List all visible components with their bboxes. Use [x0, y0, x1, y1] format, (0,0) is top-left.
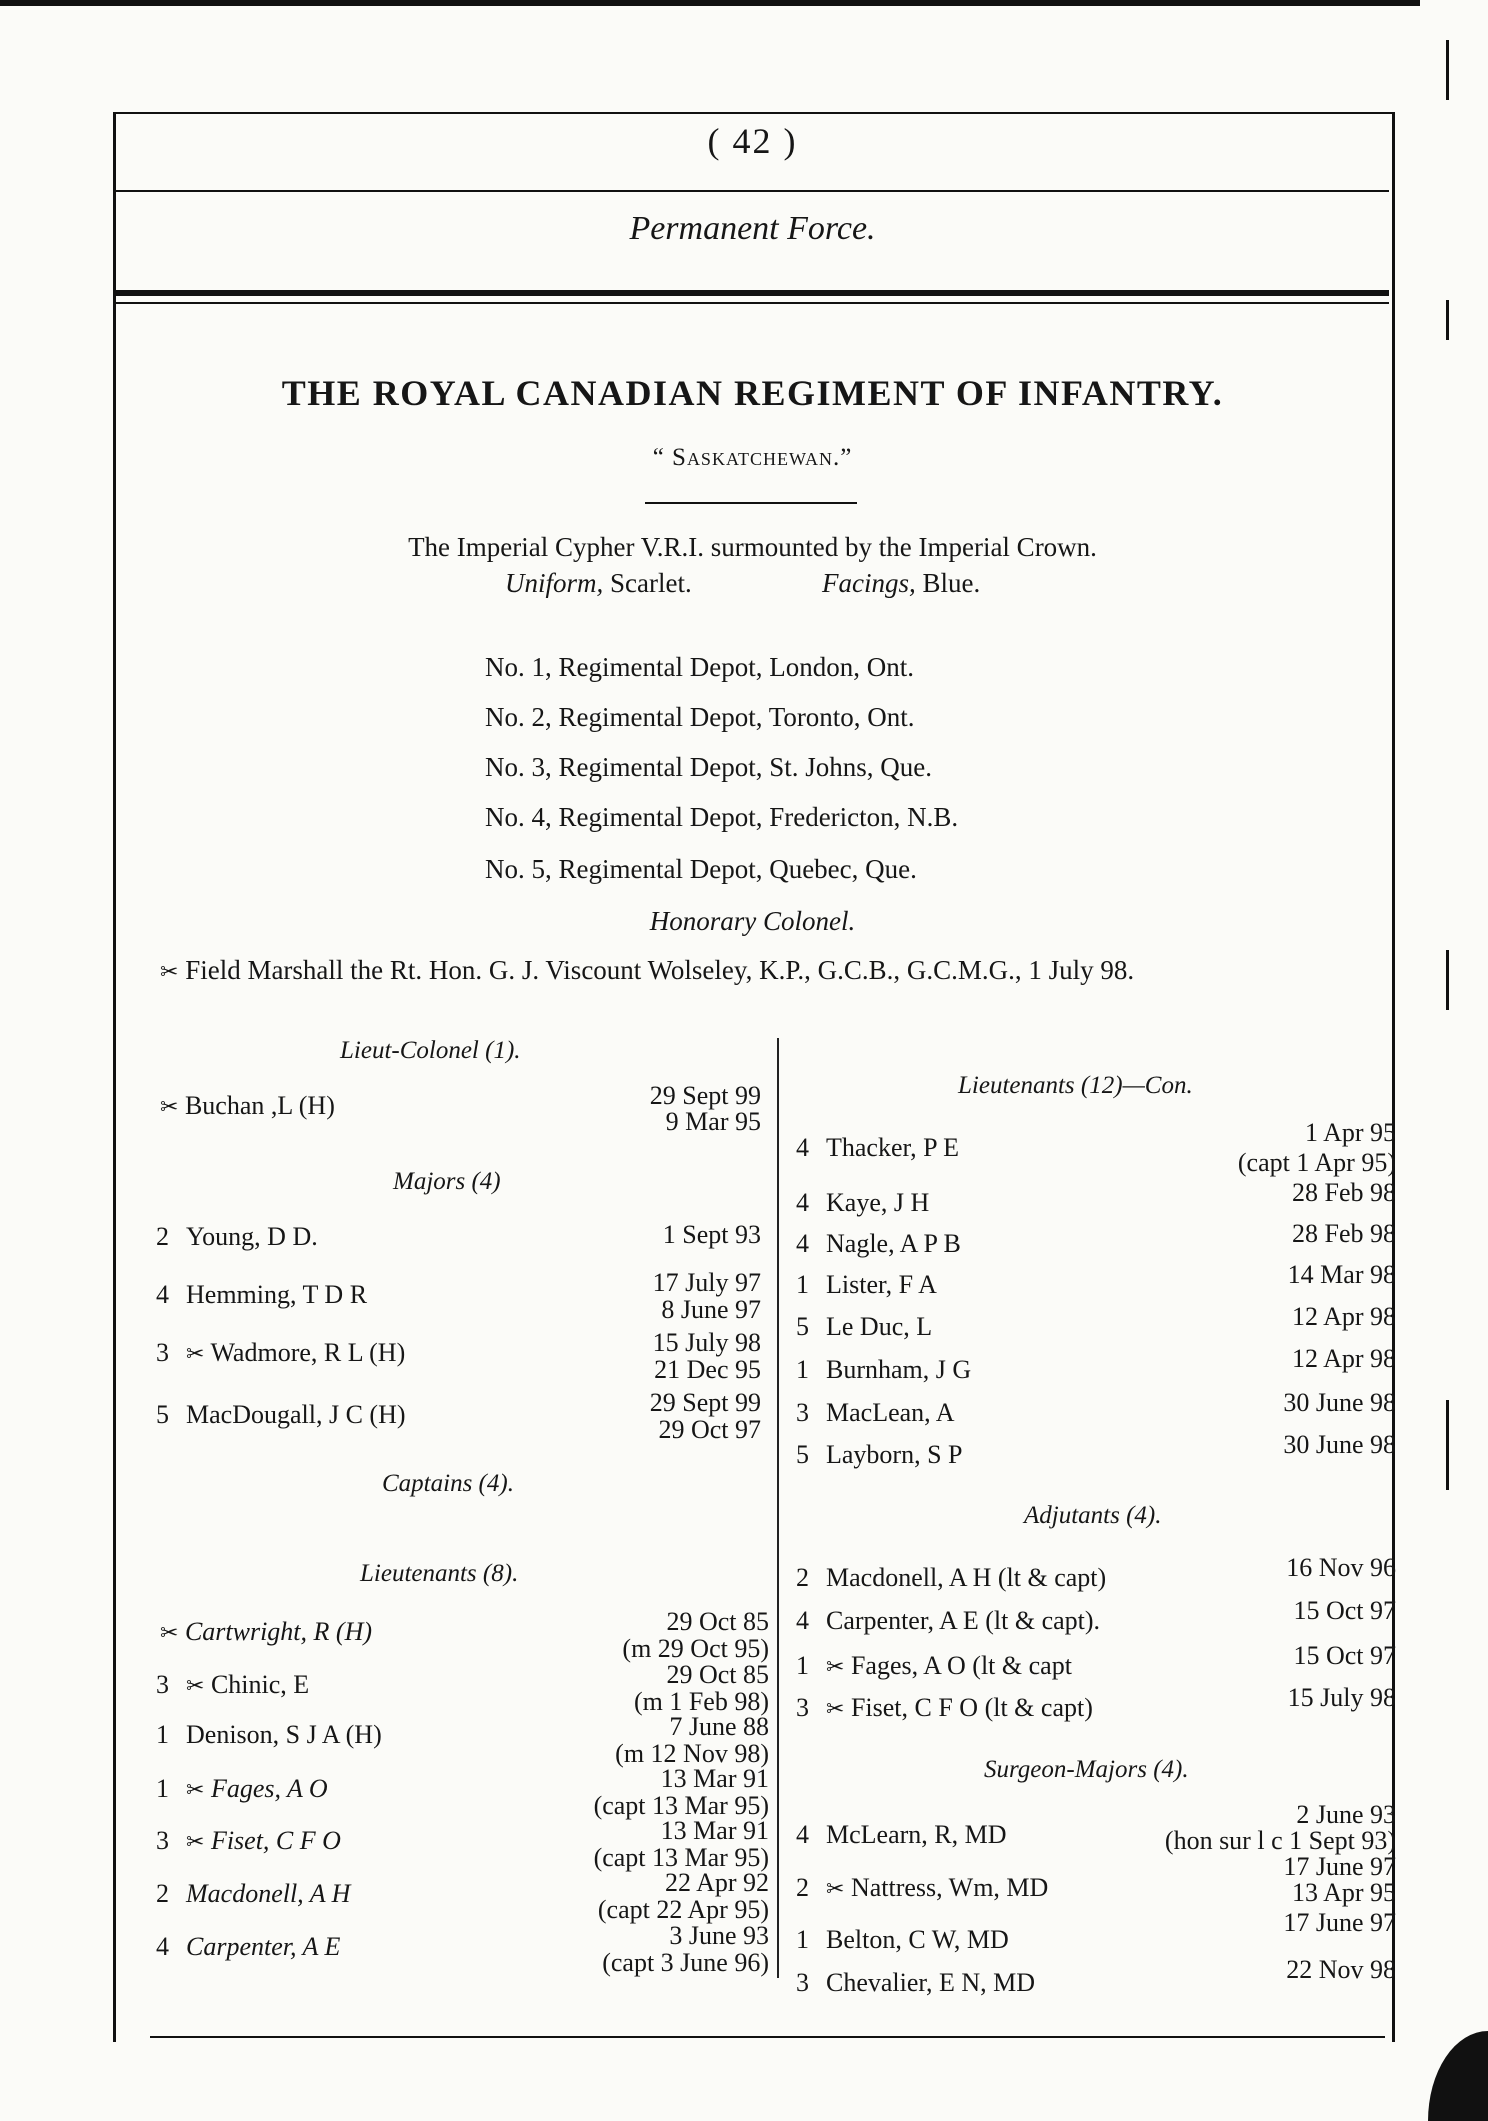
lieutenant-entry: [796, 1440, 963, 1470]
surgeon-major-entry: [796, 1968, 1035, 1998]
margin-mark: [1446, 300, 1449, 340]
scissors-icon: ✂: [826, 1876, 845, 1901]
lieutenant-entry: [796, 1398, 955, 1428]
officer-name: McLearn, R, MD: [826, 1820, 1007, 1849]
scissors-icon: ✂: [160, 1094, 179, 1119]
honorary-colonel-entry: [160, 955, 1134, 986]
officer-date: 1 Sept 93: [662, 1220, 761, 1249]
officer-name: Belton, C W, MD: [826, 1925, 1009, 1954]
lieutenant-entry: [156, 1826, 341, 1856]
lieutenant-entry: [796, 1188, 929, 1218]
section-double-rule: [116, 302, 1389, 304]
officer-name: Fages, A O (lt & capt: [850, 1651, 1072, 1680]
entry-number: 4: [796, 1133, 809, 1162]
officer-date: 30 June 98: [1283, 1388, 1396, 1417]
facings-line: [822, 568, 980, 599]
major-entry: [156, 1338, 405, 1368]
entry-number: 5: [156, 1400, 169, 1429]
page-corner-shadow: [1428, 2031, 1488, 2121]
lieutenant-entry: [156, 1879, 350, 1909]
margin-mark: [1446, 950, 1449, 1010]
header-rule: [116, 190, 1389, 192]
officer-date-secondary: 9 Mar 95: [665, 1107, 761, 1136]
uniform-line: [505, 568, 692, 599]
lieut-colonel-heading: Lieut-Colonel (1).: [340, 1037, 521, 1064]
officer-date: 28 Feb 98: [1292, 1178, 1396, 1207]
officer-name: Kaye, J H: [826, 1188, 930, 1217]
officer-date: 15 July 98: [1287, 1683, 1396, 1712]
officer-date: 28 Feb 98: [1292, 1219, 1396, 1248]
officer-date: 15 July 98: [652, 1328, 761, 1357]
officer-date: 3 June 93: [669, 1921, 769, 1950]
officer-date-secondary: (capt 3 June 96): [602, 1948, 769, 1977]
officer-name: Nagle, A P B: [826, 1229, 961, 1258]
section-title: Permanent Force.: [629, 210, 876, 247]
officer-name: Macdonell, A H: [186, 1879, 351, 1908]
entry-number: 1: [156, 1774, 169, 1803]
officer-name: Carpenter, A E: [186, 1932, 341, 1961]
entry-number: 4: [796, 1820, 809, 1849]
scissors-icon: ✂: [186, 1829, 205, 1854]
surgeon-majors-heading: Surgeon-Majors (4).: [984, 1756, 1189, 1783]
officer-date-secondary: (capt 1 Apr 95): [1237, 1148, 1396, 1177]
officer-name: Thacker, P E: [826, 1133, 959, 1162]
entry-number: 5: [796, 1312, 809, 1341]
officer-date: 17 June 97: [1283, 1908, 1396, 1937]
officer-date: 16 Nov 96: [1286, 1553, 1396, 1582]
surgeon-major-entry: [796, 1820, 1007, 1850]
facings-value: Blue.: [922, 568, 981, 598]
entry-number: 3: [796, 1693, 809, 1722]
officer-date-secondary: (m 29 Oct 95): [622, 1634, 769, 1663]
officer-date: 17 July 97: [652, 1268, 761, 1297]
adjutant-entry: [796, 1563, 1106, 1593]
page-number: ( 42 ): [707, 121, 798, 161]
depot-line: No. 4, Regimental Depot, Fredericton, N.B.: [485, 802, 959, 832]
surgeon-major-entry: [796, 1873, 1048, 1903]
margin-mark: [1446, 40, 1449, 100]
officer-name: Chinic, E: [210, 1670, 310, 1699]
officer-date: 29 Oct 85: [666, 1607, 769, 1636]
surgeon-major-entry: [796, 1925, 1009, 1955]
officer-name: Fages, A O: [210, 1774, 328, 1803]
section-double-rule: [116, 290, 1389, 296]
officer-name: Chevalier, E N, MD: [826, 1968, 1036, 1997]
majors-heading: Majors (4): [393, 1168, 501, 1195]
officer-name: Fiset, C F O: [210, 1826, 341, 1855]
officer-name: Denison, S J A (H): [186, 1720, 382, 1749]
entry-number: 4: [796, 1606, 809, 1635]
entry-number: 3: [156, 1338, 169, 1367]
lieutenant-entry: [160, 1617, 372, 1647]
captains-heading: Captains (4).: [382, 1470, 514, 1497]
scissors-icon: ✂: [160, 959, 179, 984]
entry-number: 4: [156, 1280, 169, 1309]
lieutenants-con-heading: Lieutenants (12)—Con.: [958, 1072, 1193, 1099]
officer-date: 22 Apr 92: [665, 1868, 769, 1897]
major-entry: [156, 1222, 318, 1252]
depot-line: No. 3, Regimental Depot, St. Johns, Que.: [485, 752, 932, 782]
lieutenant-entry: [156, 1932, 340, 1962]
officer-date-note: 13 Apr 95: [1292, 1878, 1396, 1907]
lieutenant-entry: [796, 1312, 932, 1342]
officer-date: 30 June 98: [1283, 1430, 1396, 1459]
entry-number: 2: [156, 1879, 169, 1908]
depot-line: No. 2, Regimental Depot, Toronto, Ont.: [485, 702, 915, 732]
officer-name: MacDougall, J C (H): [186, 1400, 406, 1429]
lieutenant-entry: [796, 1229, 961, 1259]
officer-name: Burnham, J G: [826, 1355, 972, 1384]
motto-rule: [645, 502, 857, 504]
officer-name: Wadmore, R L (H): [210, 1338, 406, 1367]
regiment-motto: [116, 444, 1389, 472]
officer-name: Hemming, T D R: [186, 1280, 368, 1309]
lieutenant-entry: [796, 1133, 959, 1163]
lieutenant-entry: [156, 1720, 382, 1750]
officer-date: 14 Mar 98: [1287, 1260, 1396, 1289]
officer-name: Fiset, C F O (lt & capt): [850, 1693, 1093, 1722]
entry-number: 2: [796, 1873, 809, 1902]
officer-date: 29 Sept 99: [649, 1081, 761, 1110]
officer-date: 29 Sept 99: [649, 1388, 761, 1417]
lieutenants-heading: Lieutenants (8).: [360, 1560, 519, 1587]
lieutenant-entry: [156, 1670, 309, 1700]
entry-number: 1: [796, 1270, 809, 1299]
officer-date: 12 Apr 98: [1292, 1302, 1396, 1331]
lieutenant-entry: [796, 1270, 937, 1300]
officer-name: Carpenter, A E (lt & capt).: [826, 1606, 1101, 1635]
entry-number: 1: [156, 1720, 169, 1749]
uniform-label: Uniform,: [505, 568, 604, 598]
entry-number: 1: [796, 1651, 809, 1680]
scissors-icon: ✂: [160, 1620, 179, 1645]
entry-number: 2: [156, 1222, 169, 1251]
entry-number: 3: [796, 1968, 809, 1997]
depot-line: No. 1, Regimental Depot, London, Ont.: [485, 652, 914, 682]
officer-date-secondary: (m 1 Feb 98): [633, 1687, 769, 1716]
lieutenant-entry: [156, 1774, 328, 1804]
scissors-icon: ✂: [826, 1696, 845, 1721]
uniform-value: Scarlet.: [610, 568, 692, 598]
entry-number: 5: [796, 1440, 809, 1469]
officer-date-secondary: (capt 22 Apr 95): [597, 1895, 769, 1924]
officer-date: 15 Oct 97: [1293, 1596, 1396, 1625]
top-edge-line: [0, 0, 1420, 6]
entry-number: 3: [156, 1670, 169, 1699]
major-entry: [156, 1400, 406, 1430]
depot-line: No. 5, Regimental Depot, Quebec, Que.: [485, 854, 917, 884]
margin-mark: [1446, 1400, 1449, 1490]
officer-date: 22 Nov 98: [1286, 1955, 1396, 1984]
officer-date: 17 June 97: [1283, 1852, 1396, 1881]
officer-date: 15 Oct 97: [1293, 1641, 1396, 1670]
officer-date: 12 Apr 98: [1292, 1344, 1396, 1373]
officer-date-secondary: 29 Oct 97: [658, 1415, 761, 1444]
officer-name: MacLean, A: [826, 1398, 955, 1427]
officer-name: Lister, F A: [826, 1270, 937, 1299]
adjutant-entry: [796, 1693, 1093, 1723]
officer-date-secondary: 21 Dec 95: [654, 1355, 761, 1384]
officer-date: 13 Mar 91: [660, 1816, 769, 1845]
officer-name: Young, D D.: [186, 1222, 318, 1251]
entry-number: 3: [796, 1398, 809, 1427]
scissors-icon: ✂: [186, 1341, 205, 1366]
adjutant-entry: [796, 1651, 1072, 1681]
motto-text: “ Saskatchewan.”: [652, 444, 853, 471]
officer-date-secondary: 8 June 97: [661, 1295, 761, 1324]
officer-date-note: (hon sur l c 1 Sept 93): [1164, 1826, 1396, 1855]
officer-date: 1 Apr 95: [1305, 1118, 1396, 1147]
scissors-icon: ✂: [826, 1654, 845, 1679]
entry-number: 1: [796, 1925, 809, 1954]
officer-name: Macdonell, A H (lt & capt): [826, 1563, 1107, 1592]
officer-name: Layborn, S P: [826, 1440, 963, 1469]
officer-date-secondary: (capt 13 Mar 95): [593, 1791, 769, 1820]
badge-description: The Imperial Cypher V.R.I. surmounted by the Imperial Crown.: [408, 532, 1097, 562]
officer-date: 13 Mar 91: [660, 1764, 769, 1793]
entry-number: 4: [156, 1932, 169, 1961]
scissors-icon: ✂: [186, 1777, 205, 1802]
lieutenant-entry: [796, 1355, 971, 1385]
officer-date: 7 June 88: [669, 1712, 769, 1741]
lieut-colonel-entry: [160, 1091, 335, 1121]
officer-name: Buchan ,L (H): [184, 1091, 335, 1120]
major-entry: [156, 1280, 367, 1310]
officer-name: Nattress, Wm, MD: [850, 1873, 1049, 1902]
entry-number: 4: [796, 1229, 809, 1258]
frame-bottom-rule: [150, 2036, 1385, 2038]
facings-label: Facings,: [822, 568, 916, 598]
officer-date-secondary: (m 12 Nov 98): [615, 1739, 769, 1768]
officer-date: 29 Oct 85: [666, 1660, 769, 1689]
honorary-colonel-heading: Honorary Colonel.: [649, 906, 856, 936]
officer-name: Cartwright, R (H): [184, 1617, 373, 1646]
officer-name: Le Duc, L: [826, 1312, 933, 1341]
adjutants-heading: Adjutants (4).: [1024, 1502, 1162, 1529]
entry-number: 2: [796, 1563, 809, 1592]
regiment-title: THE ROYAL CANADIAN REGIMENT OF INFANTRY.: [281, 373, 1224, 413]
scissors-icon: ✂: [186, 1673, 205, 1698]
officer-date: 2 June 93: [1296, 1800, 1396, 1829]
entry-number: 1: [796, 1355, 809, 1384]
column-divider: [777, 1038, 779, 1978]
honorary-colonel-text: Field Marshall the Rt. Hon. G. J. Viscount Wolseley, K.P., G.C.B., G.C.M.G., 1 July 98.: [185, 955, 1135, 985]
entry-number: 3: [156, 1826, 169, 1855]
entry-number: 4: [796, 1188, 809, 1217]
adjutant-entry: [796, 1606, 1100, 1636]
officer-date-secondary: (capt 13 Mar 95): [593, 1843, 769, 1872]
